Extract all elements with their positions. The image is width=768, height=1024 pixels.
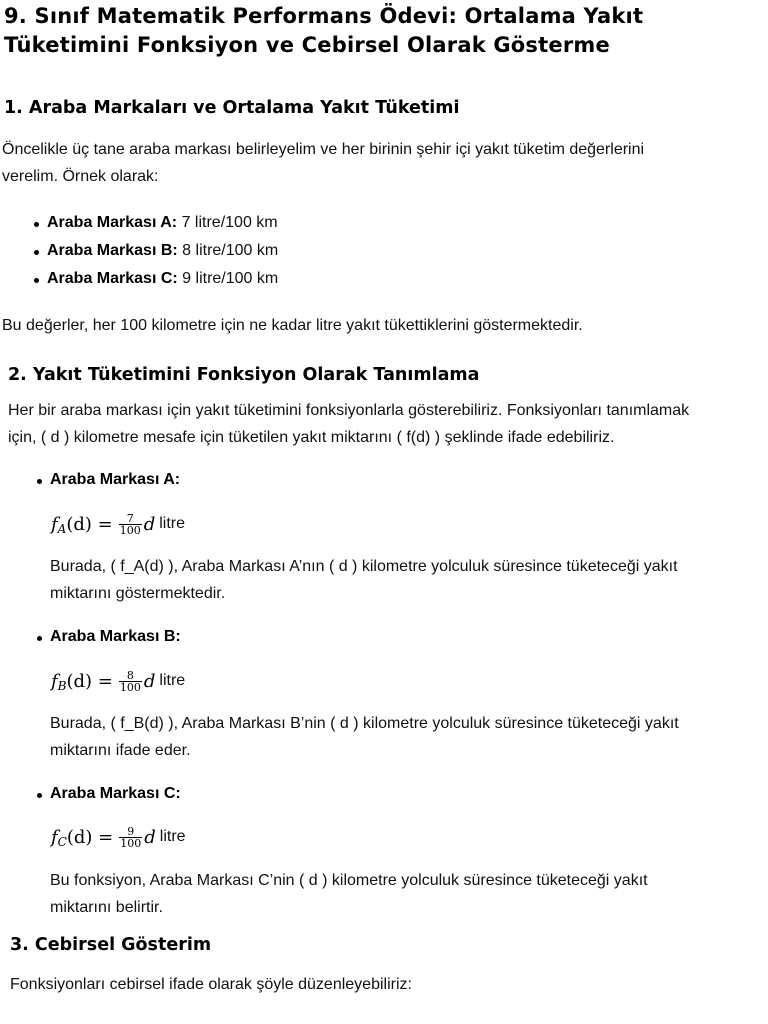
fraction-denominator: 100 [119,680,141,694]
fraction-numerator: 8 [126,668,134,682]
section-2-intro-line-1: Her bir araba markası için yakıt tüketimini fonksiyonlarla gösterebiliriz. Fonksiyonları tanımlamak [8,402,690,419]
section-3-heading: 3. Cebirsel Gösterim [10,935,212,955]
list-item-value: 8 litre/100 km [177,242,279,259]
formula-fname: f [51,826,58,848]
section-1-intro-line-1: Öncelikle üç tane araba markası belirleyelim ve her birinin şehir içi yakıt tüketim değerlerini [2,141,645,158]
page-title-line-1: 9. Sınıf Matematik Performans Ödevi: Ortalama Yakıt [4,4,644,28]
formula-fraction [119,513,142,536]
bullet-dot [37,793,42,798]
list-item [47,270,278,288]
formula-unit: litre [159,828,186,845]
bullet-dot [37,636,42,641]
function-a-desc-line-2: miktarını göstermektedir. [50,585,226,602]
formula-fname: f [51,513,58,535]
formula-variable: d [143,513,156,535]
formula-argument: (d) = [66,826,114,848]
section-2-intro-line-2: için, ( d ) kilometre mesafe için tüketilen yakıt miktarını ( f(d) ) şeklinde ifade edebiliriz. [8,429,615,446]
function-b-desc-line-1: Burada, ( f_B(d) ), Araba Markası B’nin ( d ) kilometre yolculuk süresince tüketeceği yakıt [50,715,679,732]
section-1-note: Bu değerler, her 100 kilometre için ne kadar litre yakıt tükettiklerini göstermektedir. [2,317,583,334]
list-item [47,214,278,232]
function-c-desc-line-2: miktarını belirtir. [50,899,163,916]
fraction-numerator: 9 [127,824,135,838]
formula-unit: litre [159,672,186,689]
function-c-desc-line-1: Bu fonksiyon, Araba Markası C’nin ( d ) kilometre yolculuk süresince tüketeceği yakıt [50,872,648,889]
brand-a-heading [50,471,180,489]
list-item-label: Araba Markası A: [47,214,178,231]
list-item-value: 7 litre/100 km [177,214,278,231]
brand-b-heading [50,628,181,646]
formula-fraction [119,826,142,849]
formula-variable: d [144,826,156,848]
function-c-formula [51,822,186,852]
fraction-denominator: 100 [119,523,141,537]
brand-c-label: Araba Markası C: [50,785,181,802]
function-a-formula [51,509,185,539]
formula-subscript: A [57,522,67,536]
section-2-heading: 2. Yakıt Tüketimini Fonksiyon Olarak Tanımlama [8,365,480,385]
list-item-label: Araba Markası C: [47,270,178,287]
formula-fname: f [51,670,58,692]
page-title-line-2: Tüketimini Fonksiyon ve Cebirsel Olarak Gösterme [4,33,610,57]
list-item-value: 9 litre/100 km [177,270,279,287]
formula-variable: d [143,670,156,692]
function-b-desc-line-2: miktarını ifade eder. [50,742,191,759]
function-b-formula [51,666,185,696]
formula-argument: (d) = [66,670,113,692]
section-3-intro: Fonksiyonları cebirsel ifade olarak şöyle düzenleyebiliriz: [10,976,412,993]
formula-fraction [119,670,142,693]
section-1-heading: 1. Araba Markaları ve Ortalama Yakıt Tüketimi [4,98,460,118]
brand-b-label: Araba Markası B: [50,628,181,645]
formula-subscript: C [57,835,67,849]
formula-unit: litre [159,515,186,532]
brand-c-heading [50,785,181,803]
section-1-intro-line-2: verelim. Örnek olarak: [2,168,159,185]
list-item-label: Araba Markası B: [47,242,178,259]
formula-subscript: B [57,679,67,693]
fraction-denominator: 100 [120,836,142,850]
formula-argument: (d) = [66,513,113,535]
brand-a-label: Araba Markası A: [50,471,181,488]
bullet-dot [37,479,42,484]
bullet-dot [34,278,39,283]
function-a-desc-line-1: Burada, ( f_A(d) ), Araba Markası A’nın ( d ) kilometre yolculuk süresince tüketeceği yakıt [50,558,678,575]
bullet-dot [34,250,39,255]
bullet-dot [34,222,39,227]
list-item [47,242,278,260]
fraction-numerator: 7 [126,511,134,525]
